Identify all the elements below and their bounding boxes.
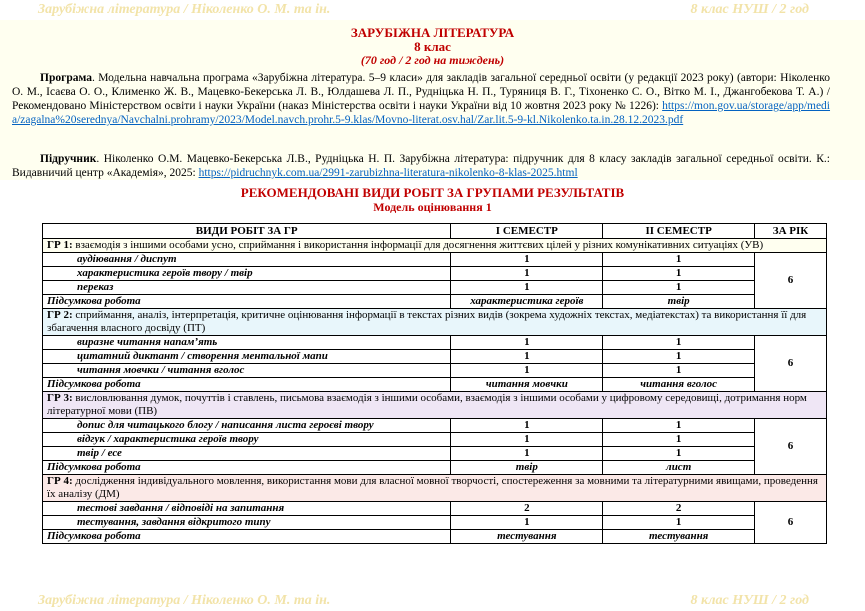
group-description <box>43 475 827 502</box>
group-row <box>43 475 827 502</box>
final-work-row <box>43 378 827 392</box>
group-row <box>43 392 827 419</box>
sem1-value: 1 <box>451 516 603 530</box>
sem2-value: 2 <box>603 502 755 516</box>
program-label: Програма <box>40 72 92 84</box>
section-subtitle: Модель оцінювання 1 <box>373 200 492 214</box>
year-value: 6 <box>755 419 827 475</box>
sem2-value: 1 <box>603 253 755 267</box>
sem2-value: 1 <box>603 267 755 281</box>
sem2-value: 1 <box>603 336 755 350</box>
activity-name: виразне читання напам’ять <box>43 336 451 350</box>
group-description <box>43 309 827 336</box>
final-work-label: Підсумкова робота <box>43 295 451 309</box>
sem2-value: 1 <box>603 281 755 295</box>
sem2-value: 1 <box>603 433 755 447</box>
section-title: РЕКОМЕНДОВАНІ ВИДИ РОБІТ ЗА ГРУПАМИ РЕЗУЛЬТАТІВ <box>240 185 625 200</box>
group-description <box>43 392 827 419</box>
group-description <box>43 239 827 253</box>
footer-left: Зарубіжна література / Ніколенко О. М. та ін. <box>38 593 331 608</box>
sem1-value: 1 <box>451 433 603 447</box>
sem1-value: 1 <box>451 364 603 378</box>
page-header <box>0 0 865 20</box>
group-code: ГР 2: <box>47 309 73 321</box>
program-link[interactable]: https://mon.gov.ua/storage/app/media/zagalna%20serednya/Navchalni.prohramy/2023/Model.navch.prohr.5-9.klas/Movno-literat.osv.hal/Zar.lit.5-9-kl.Nikolenko.ta.in.28.12.2023.pdf <box>12 100 831 126</box>
table-row <box>43 364 827 378</box>
activity-name: переказ <box>43 281 451 295</box>
sem1-value: 1 <box>451 447 603 461</box>
group-row <box>43 309 827 336</box>
final-work-row <box>43 461 827 475</box>
activity-name: тестові завдання / відповіді на запитання <box>43 502 451 516</box>
activity-name: характеристика героїв твору / твір <box>43 267 451 281</box>
table-row <box>43 502 827 516</box>
final-work-row <box>43 295 827 309</box>
table-row <box>43 267 827 281</box>
footer-right: 8 клас НУШ / 2 год <box>690 593 809 608</box>
table-row <box>43 447 827 461</box>
col-header-sem1: І СЕМЕСТР <box>451 224 603 239</box>
textbook-paragraph <box>12 152 830 180</box>
year-value: 6 <box>755 336 827 392</box>
group-row <box>43 239 827 253</box>
year-value: 6 <box>755 502 827 544</box>
textbook-label: Підручник <box>40 153 97 165</box>
group-text: взаємодія з іншими особами усно, сприймання і використання інформації для досягнення життєвих цілей у різних комунікативних ситуаціях (УВ) <box>72 239 764 251</box>
sem1-value: 1 <box>451 419 603 433</box>
doc-hours: (70 год / 2 год на тиждень) <box>360 53 505 67</box>
group-code: ГР 1: <box>47 239 73 251</box>
final-sem1: читання мовчки <box>451 378 603 392</box>
sem1-value: 1 <box>451 267 603 281</box>
group-text: висловлювання думок, почуттів і ставлень, письмова взаємодія з іншими особами, взаємодія з іншими особами у цифровому середовищі, дотримання норм літературної мови (ПВ) <box>47 392 807 417</box>
col-header-year: ЗА РІК <box>755 224 827 239</box>
final-sem1: твір <box>451 461 603 475</box>
activity-name: тестування, завдання відкритого типу <box>43 516 451 530</box>
final-sem2: тестування <box>603 530 755 544</box>
textbook-link[interactable]: https://pidruchnyk.com.ua/2991-zarubizhna-literatura-nikolenko-8-klas-2025.html <box>198 167 578 179</box>
year-value: 6 <box>755 253 827 309</box>
final-sem2: лист <box>603 461 755 475</box>
sem1-value: 1 <box>451 253 603 267</box>
group-text: сприймання, аналіз, інтерпретація, критичне оцінювання інформації в текстах різних видів (зокрема художніх текстах, медіатекстах) та використання її для збагачення власного досвіду (ПТ) <box>47 309 807 334</box>
col-header-types: ВИДИ РОБІТ ЗА ГР <box>43 224 451 239</box>
table-row <box>43 336 827 350</box>
sem1-value: 1 <box>451 281 603 295</box>
final-sem1: характеристика героїв <box>451 295 603 309</box>
sem1-value: 2 <box>451 502 603 516</box>
group-text: дослідження індивідуального мовлення, використання мови для власної мовної творчості, спостереження за мовними та літературними явищами, проведення їх аналізу (ДМ) <box>47 475 818 500</box>
textbook-text: . Ніколенко О.М. Мацевко-Бекерська Л.В., Рудніцька Н. П. Зарубіжна література: підручник для 8 класу закладів загальної середньої освіти. К.: Видавничий центр «Академія», 2025: <box>12 153 830 179</box>
table-row <box>43 350 827 364</box>
group-code: ГР 4: <box>47 475 73 487</box>
table-row <box>43 433 827 447</box>
activity-name: аудіювання / диспут <box>43 253 451 267</box>
final-sem2: читання вголос <box>603 378 755 392</box>
sem1-value: 1 <box>451 350 603 364</box>
sem2-value: 1 <box>603 516 755 530</box>
sem2-value: 1 <box>603 419 755 433</box>
table-row <box>43 516 827 530</box>
table-row <box>43 281 827 295</box>
group-code: ГР 3: <box>47 392 73 404</box>
table-row <box>43 253 827 267</box>
page-footer <box>0 591 865 611</box>
sem2-value: 1 <box>603 364 755 378</box>
doc-title: ЗАРУБІЖНА ЛІТЕРАТУРА <box>350 25 515 40</box>
activity-name: допис для читацького блогу / написання листа героєві твору <box>43 419 451 433</box>
col-header-sem2: ІІ СЕМЕСТР <box>603 224 755 239</box>
final-sem2: твір <box>603 295 755 309</box>
final-work-label: Підсумкова робота <box>43 461 451 475</box>
final-work-label: Підсумкова робота <box>43 378 451 392</box>
sem2-value: 1 <box>603 350 755 364</box>
activity-name: цитатний диктант / створення ментальної мапи <box>43 350 451 364</box>
results-table <box>42 223 827 544</box>
header-left: Зарубіжна література / Ніколенко О. М. та ін. <box>38 2 331 17</box>
sem1-value: 1 <box>451 336 603 350</box>
final-sem1: тестування <box>451 530 603 544</box>
activity-name: відгук / характеристика героїв твору <box>43 433 451 447</box>
activity-name: твір / есе <box>43 447 451 461</box>
program-text: . Модельна навчальна програма «Зарубіжна література. 5–9 класи» для закладів загальної середньої освіти (у редакції 2023 року) (автори: Ніколенко О. М., Ісаєва О. О., Клименко Ж. В., Мацевко-Бекерська Л. В., Юлдашева Л. П., Рудніцька Н. П., Туряниця В. Г., Тіхоненко С. О., Вітко М. І., Джангобекова Т. А.) / Рекомендовано Міністерством освіти і науки України (наказ Міністерства освіти і науки України від 10 жовтня 2023 року № 1226): <box>12 72 830 112</box>
program-paragraph <box>12 71 830 127</box>
final-work-row <box>43 530 827 544</box>
final-work-label: Підсумкова робота <box>43 530 451 544</box>
sem2-value: 1 <box>603 447 755 461</box>
doc-grade: 8 клас <box>414 39 451 54</box>
table-row <box>43 419 827 433</box>
activity-name: читання мовчки / читання вголос <box>43 364 451 378</box>
header-right: 8 клас НУШ / 2 год <box>690 2 809 17</box>
